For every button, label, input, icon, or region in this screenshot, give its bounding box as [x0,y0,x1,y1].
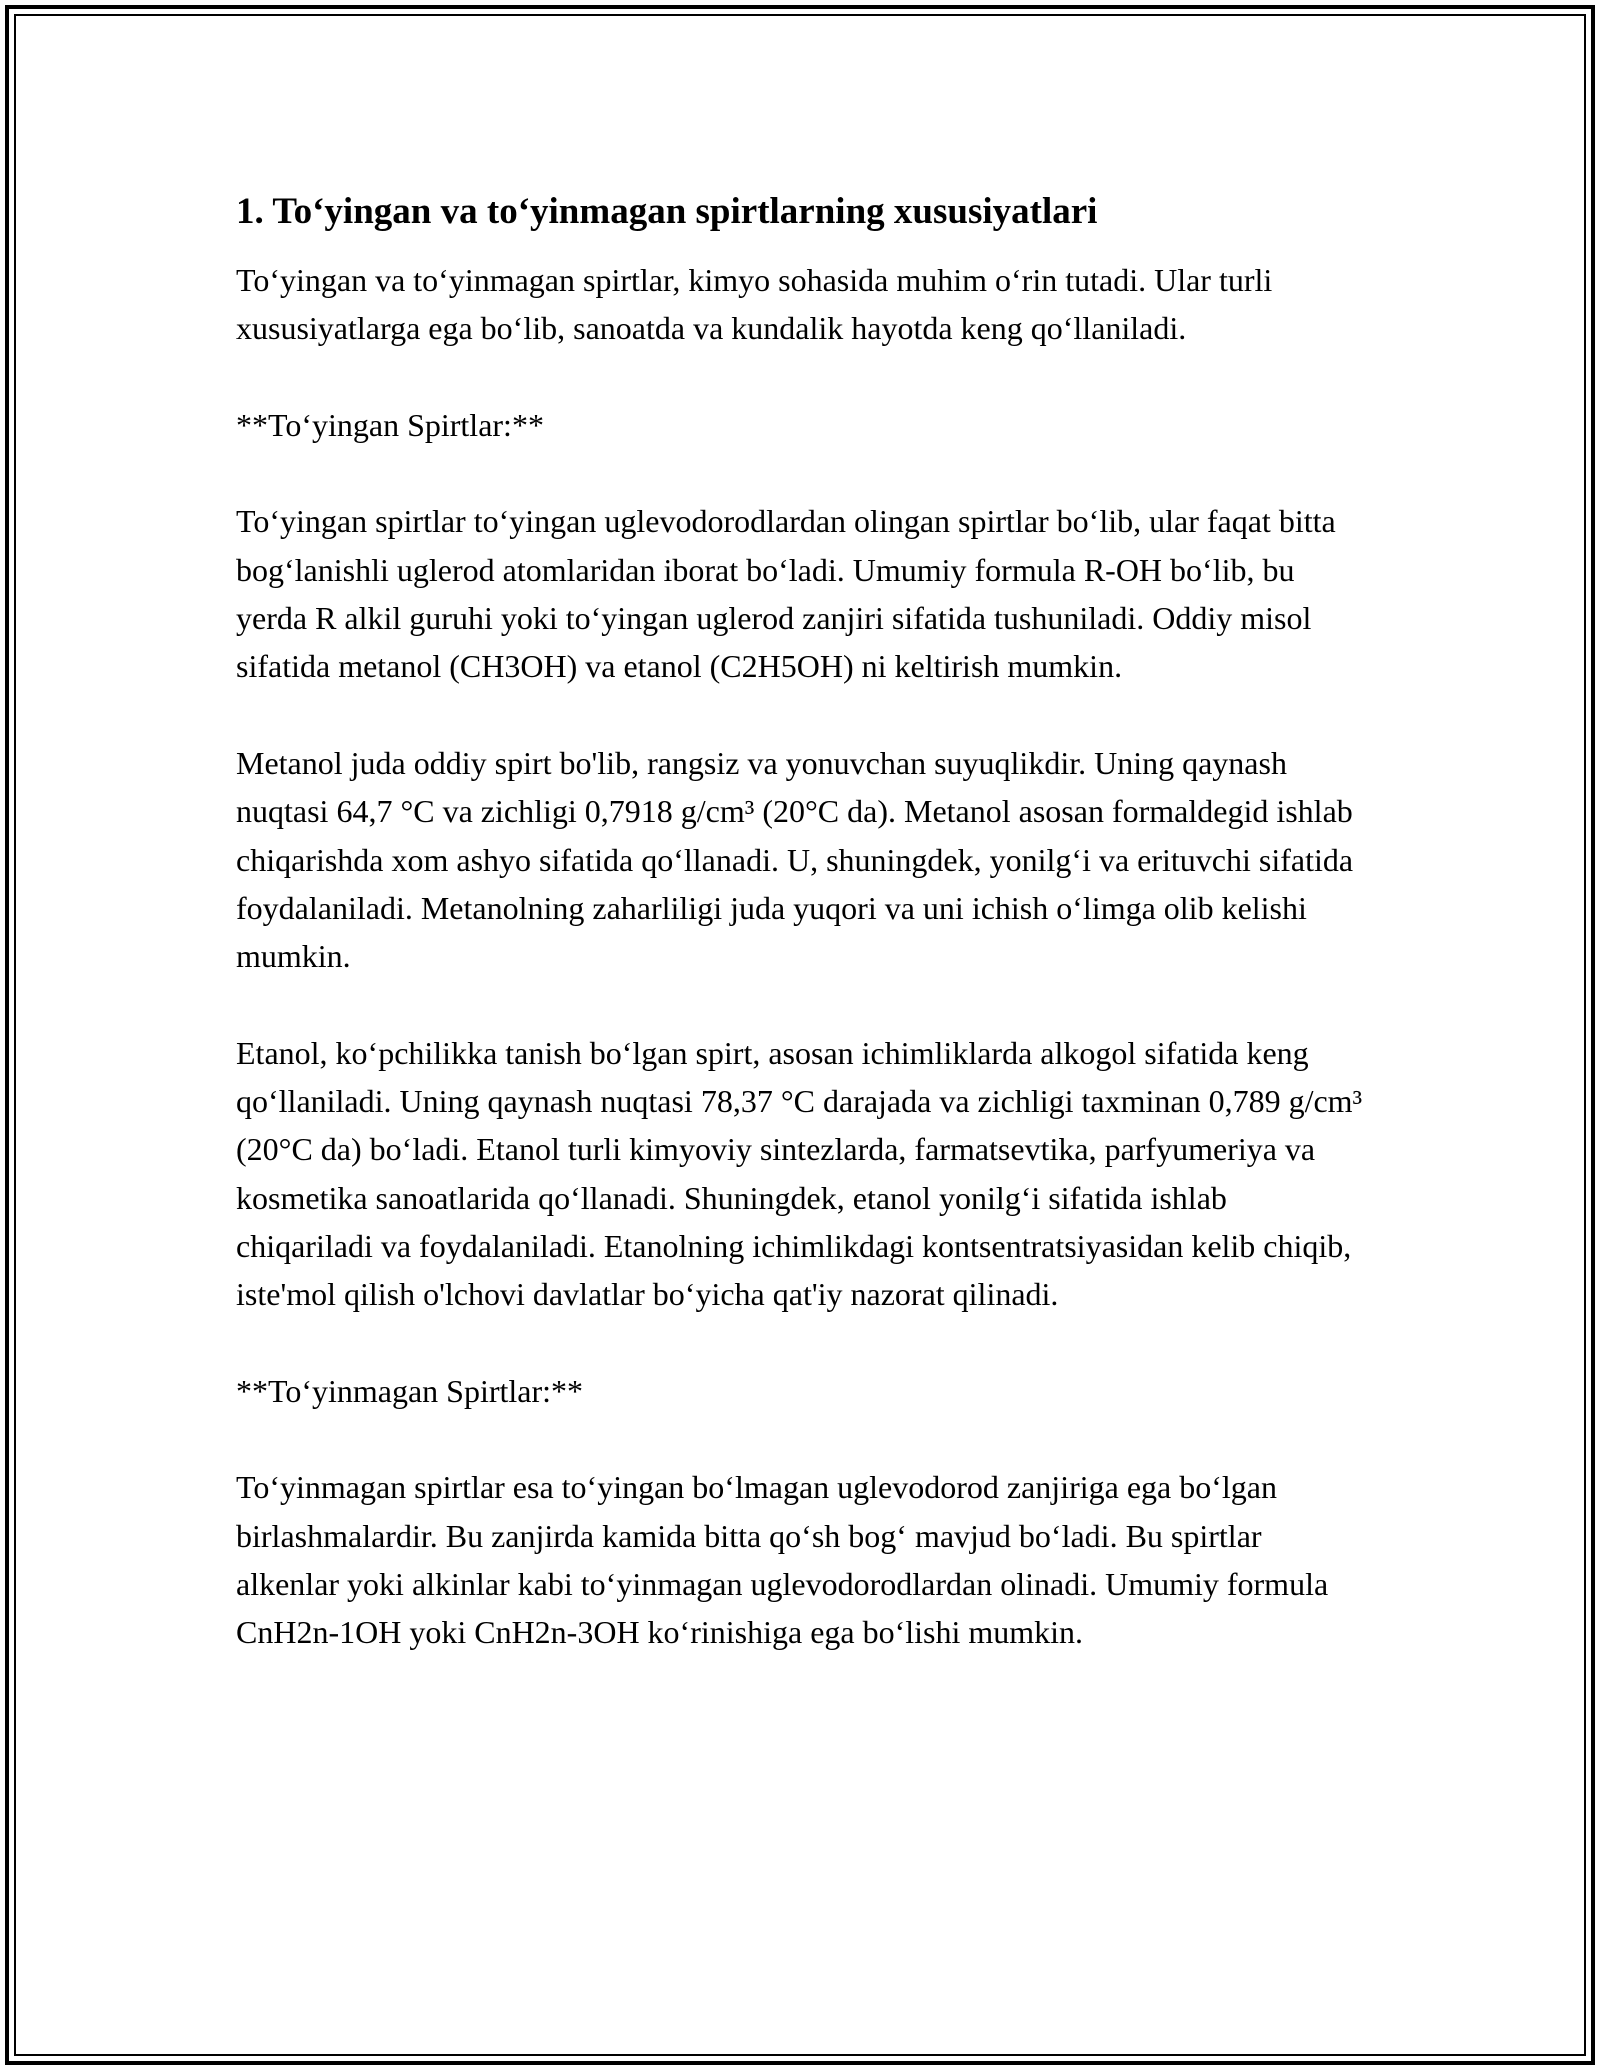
unsaturated-subheading: **To‘yinmagan Spirtlar:** [236,1372,584,1409]
ethanol-paragraph: Etanol, ko‘pchilikka tanish bo‘lgan spirt, asosan ichimliklarda alkogol sifatida keng qo‘llaniladi. Uning qaynash nuqtasi 78,37 °C darajada va zichligi taxminan 0,789 g/cm³ (20°C da) bo‘ladi. Etanol turli kimyoviy sintezlarda, farmatsevtika, parfyumeriya va kosmetika sanoatlarida qo‘llanadi. Shuningdek, etanol yonilg‘i sifatida ishlab chiqariladi va foydalaniladi. Etanolning ichimlikdagi kontsentratsiyasidan kelib chiqib, iste'mol qilish o'lchovi davlatlar bo‘yicha qat'iy nazorat qilinadi. [236,1034,1363,1313]
document-body [236,188,1366,1705]
methanol-paragraph: Metanol juda oddiy spirt bo'lib, rangsiz va yonuvchan suyuqlikdir. Uning qaynash nuqtasi 64,7 °C va zichligi 0,7918 g/cm³ (20°C da). Metanol asosan formaldegid ishlab chiqarishda xom ashyo sifatida qo‘llanadi. U, shuningdek, yonilg‘i va erituvchi sifatida foydalaniladi. Metanolning zaharliligi juda yuqori va uni ichish o‘limga olib kelishi mumkin. [236,744,1354,975]
saturated-subheading: **To‘yingan Spirtlar:** [236,406,544,443]
intro-paragraph: To‘yingan va to‘yinmagan spirtlar, kimyo sohasida muhim o‘rin tutadi. Ular turli xususiyatlarga ega bo‘lib, sanoatda va kundalik hayotda keng qo‘llaniladi. [236,262,1273,347]
section-heading: 1. To‘yingan va to‘yinmagan spirtlarning xususiyatlari [236,191,1098,232]
unsaturated-paragraph: To‘yinmagan spirtlar esa to‘yingan bo‘lmagan uglevodorod zanjiriga ega bo‘lgan birlashmalardir. Bu zanjirda kamida bitta qo‘sh bog‘ mavjud bo‘ladi. Bu spirtlar alkenlar yoki alkinlar kabi to‘yinmagan uglevodorodlardan olinadi. Umumiy formula CnH2n-1OH yoki CnH2n-3OH ko‘rinishiga ega bo‘lishi mumkin. [236,1469,1329,1651]
saturated-paragraph: To‘yingan spirtlar to‘yingan uglevodorodlardan olingan spirtlar bo‘lib, ular faqat bitta bog‘lanishli uglerod atomlaridan iborat bo‘ladi. Umumiy formula R-OH bo‘lib, bu yerda R alkil guruhi yoki to‘yingan uglerod zanjiri sifatida tushuniladi. Oddiy misol sifatida metanol (CH3OH) va etanol (C2H5OH) ni keltirish mumkin. [236,503,1336,685]
